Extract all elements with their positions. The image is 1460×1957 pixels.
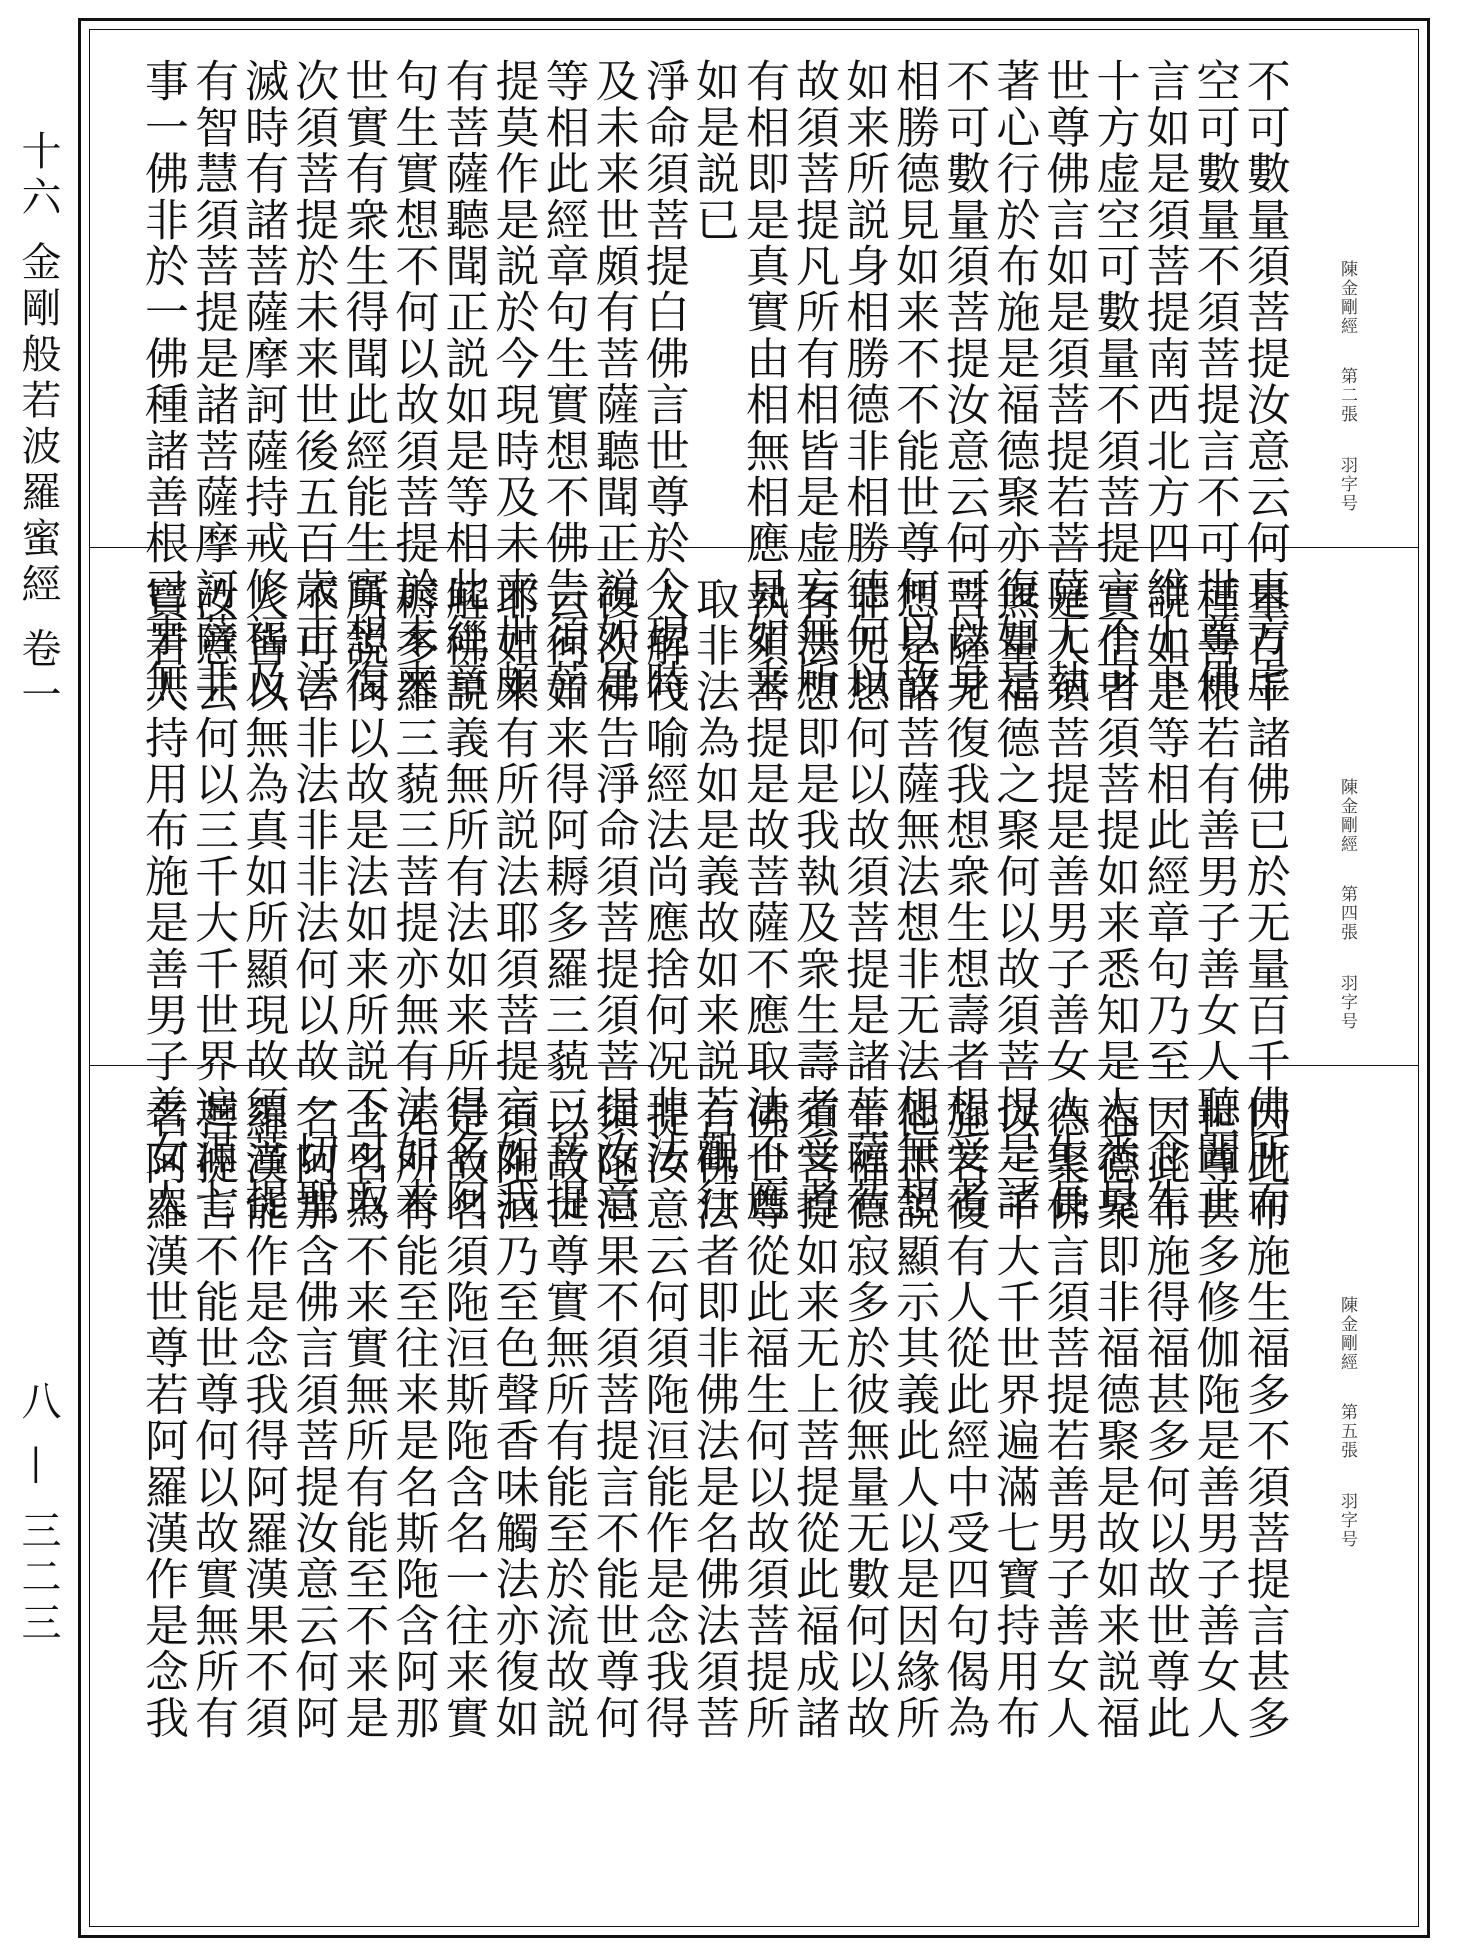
text-column: 羅漢能作是念我得阿羅漢果不須 xyxy=(237,1094,289,1741)
margin-series-mark: 羽字号 xyxy=(1337,973,1357,1031)
text-column: 有智慧須菩提是諸菩薩摩訶薩非 xyxy=(187,58,239,705)
text-column: 德聚佛言須菩提若善男子善女人 xyxy=(1038,1094,1090,1741)
text-column: 取非法為如是義故如来説若觀行 xyxy=(687,576,739,1223)
text-column: 名阿那含佛言須菩提汝意云何阿 xyxy=(287,1094,339,1741)
text-column: 人解筏喻經法尚應捨何况非法 xyxy=(637,576,689,1177)
text-panel-1 xyxy=(90,30,1418,705)
text-column: 是故名須陁洹斯陁含名一往来實 xyxy=(437,1094,489,1741)
text-column: 提莫作是説於今現時及未来世頗 xyxy=(487,58,539,705)
text-panel-3 xyxy=(90,1066,1418,1926)
margin-series-mark: 羽字号 xyxy=(1337,1491,1357,1549)
text-column: 施若復有人從此經中受四句偈為 xyxy=(938,1094,990,1741)
margin-sheet-number: 第二張 xyxy=(1337,367,1357,425)
text-column: 耶如来有所説法耶須菩提言如我 xyxy=(487,576,539,1223)
text-column: 須陁洹果不須菩提言不能世尊何 xyxy=(587,1094,639,1741)
page-number: 八 — 三二三 xyxy=(15,1380,61,1648)
text-column: 名阿羅漢世尊若阿羅漢作是念我 xyxy=(137,1094,188,1741)
page-frame xyxy=(78,18,1430,1938)
text-column: 因此布施得福甚多何以故世尊此 xyxy=(1138,1094,1190,1741)
text-column: 言如是須菩提南西北方四維上下 xyxy=(1138,58,1190,705)
text-column: 如是説已 xyxy=(687,58,739,243)
margin-sutra-title: 陳金剛經 xyxy=(1337,260,1357,336)
text-column: 菩薩无復我想衆生想壽者想受者 xyxy=(938,576,990,1223)
text-column: 及未来世頗有菩薩聽聞正説如是 xyxy=(587,58,639,705)
text-column: 无所有能至往来是名斯陁含阿那 xyxy=(387,1094,439,1741)
text-column: 淨命須菩提白佛言世尊於今現時 xyxy=(637,58,689,705)
text-column: 相勝德見如来不不能世尊何以故 xyxy=(888,58,940,705)
text-column: 十方虚空可數量不須菩提言不可 xyxy=(1088,58,1140,705)
text-columns xyxy=(137,1094,1290,1908)
text-column: 量百千諸佛已於无量百千佛所而 xyxy=(1238,576,1290,1223)
text-panel-2 xyxy=(90,548,1418,1223)
text-column: 有菩薩聽聞正説如是等相此經章 xyxy=(437,58,489,705)
text-column: 空可數量不須菩提言不可世尊佛 xyxy=(1188,58,1240,705)
text-column: 種善根若有善男子善女人聽聞正 xyxy=(1188,576,1240,1223)
text-column: 耨多羅三藐三菩提亦無有法如来 xyxy=(387,576,439,1223)
margin-note xyxy=(1335,260,1360,513)
text-column: 次須菩提於未来世後五百歳正法 xyxy=(287,58,339,705)
margin-series-mark: 羽字号 xyxy=(1337,455,1357,513)
margin-note xyxy=(1335,1296,1360,1549)
text-column: 等相此經章句生實想不佛告須菩 xyxy=(537,58,589,705)
margin-sutra-title: 陳金剛經 xyxy=(1337,778,1357,854)
text-column: 世尊佛言如是須菩提若菩薩无執 xyxy=(1038,58,1090,705)
text-column: 所説何以故是法如来所説不可取 xyxy=(337,576,389,1223)
text-column: 故須菩提凡所有相皆是虚妄無所 xyxy=(788,58,840,705)
text-column: 須陁洹乃至色聲香味觸法亦復如 xyxy=(487,1094,539,1741)
text-column: 不可數量須菩提汝意云何東方虚 xyxy=(1238,58,1290,705)
text-column: 不可言非法非非法何以故一切聖 xyxy=(287,576,339,1223)
text-column: 含名為不来實無所有能至不来是 xyxy=(337,1094,389,1741)
text-column: 不可數量須菩提汝意云何可以身 xyxy=(938,58,990,705)
text-column: 有相即是真實由相無相應見如来 xyxy=(737,58,789,705)
text-column: 福德聚即非福德聚是故如来説福 xyxy=(1088,1094,1140,1741)
text-column: 菩提言不能世尊何以故實無所有 xyxy=(187,1094,239,1741)
margin-note xyxy=(1335,778,1360,1031)
text-column: 實信者須菩提如来悉知是人悉見 xyxy=(1088,576,1140,1223)
text-column: 言佛法者即非佛法是名佛法須菩 xyxy=(687,1094,739,1741)
text-column: 有法想即是我執及衆生壽者受者 xyxy=(788,576,840,1223)
text-columns xyxy=(137,576,1290,1223)
text-column: 他正説顯示其義此人以是因緣所 xyxy=(888,1094,940,1741)
text-column: 滅時有諸菩薩摩訶薩持戒修福及 xyxy=(237,58,289,705)
volume-title: 十六 金剛般若波羅蜜經 卷一 xyxy=(15,130,61,720)
text-column: 以故世尊實無所有能至於流故説 xyxy=(537,1094,589,1741)
text-column: 事一佛非於一佛種諸善根已事無 xyxy=(137,58,188,705)
text-column: 提汝意云何須陁洹能作是念我得 xyxy=(637,1094,689,1741)
inner-frame xyxy=(89,29,1419,1927)
text-columns xyxy=(137,58,1290,705)
text-column: 想是諸菩薩無法想非无法想無想 xyxy=(888,576,940,1223)
text-column: 因此布施生福多不須菩提言甚多 xyxy=(1238,1094,1290,1741)
text-column: 世實有衆生得聞此經能生實想復 xyxy=(337,58,389,705)
text-column: 著心行於布施是福德聚亦復如是 xyxy=(988,58,1040,705)
text-column: 佛世尊從此福生何以故須菩提所 xyxy=(737,1094,789,1741)
margin-sheet-number: 第四張 xyxy=(1337,885,1357,943)
text-column: 解佛説義無所有法如来所得名阿 xyxy=(437,576,489,1223)
text-column: 汝意云何以三千大千世界遍滿七 xyxy=(187,576,239,1223)
text-column: 以三千大千世界遍滿七寶持用布 xyxy=(988,1094,1040,1741)
text-column: 句生實想不何以故須菩提於未来 xyxy=(387,58,439,705)
text-column: 云何如来得阿耨多羅三藐三菩提 xyxy=(537,576,589,1223)
margin-sutra-title: 陳金剛經 xyxy=(1337,1296,1357,1372)
text-column: 生福德寂多於彼無量无數何以故 xyxy=(838,1094,890,1741)
text-column: 寶若人持用布施是善男子善女人 xyxy=(137,576,188,1223)
text-column: 説如是等相此經章句乃至一念生 xyxy=(1138,576,1190,1223)
text-column: 無量福德之聚何以故須菩提是諸 xyxy=(988,576,1040,1223)
text-column: 是人須菩提是善男子善女人生長 xyxy=(1038,576,1090,1223)
text-column: 執須菩提是故菩薩不應取法不應 xyxy=(737,576,789,1223)
text-column: 人皆以無為真如所顯現故須菩提 xyxy=(237,576,289,1223)
text-column: 世尊甚多修伽陁是善男子善女人 xyxy=(1188,1094,1240,1741)
margin-sheet-number: 第五張 xyxy=(1337,1403,1357,1461)
text-column: 非无想何以故須菩提是諸菩薩若 xyxy=(838,576,890,1223)
text-column: 復次佛告淨命須菩提須菩提汝意 xyxy=(587,576,639,1223)
text-column: 如来所説身相勝德非相勝德何以 xyxy=(838,58,890,705)
text-column: 須菩提如来无上菩提從此福成諸 xyxy=(788,1094,840,1741)
